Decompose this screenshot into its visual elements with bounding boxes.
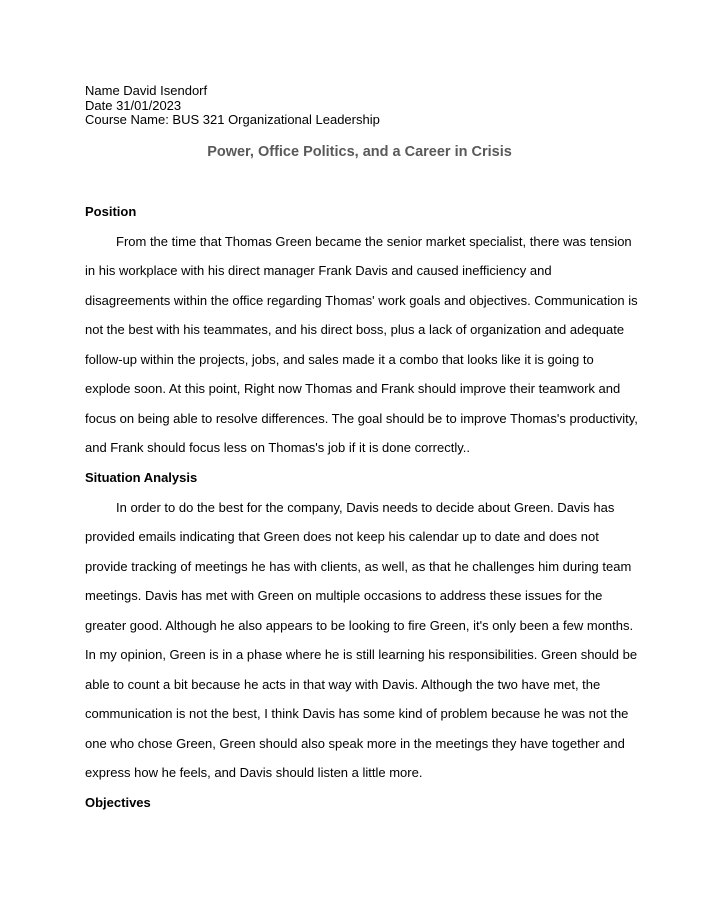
- paragraph-line: In order to do the best for the company, Davis needs to decide about Green. Davis has: [116, 499, 615, 515]
- paragraph-line: explode soon. At this point, Right now Thomas and Frank should improve their teamwork and: [85, 381, 621, 396]
- paragraph-line: and Frank should focus less on Thomas's job if it is done correctly..: [85, 440, 470, 455]
- paragraph-line: meetings. Davis has met with Green on multiple occasions to address these issues for the: [85, 588, 603, 603]
- course-name: Course Name: BUS 321 Organizational Leadership: [85, 112, 380, 127]
- paragraph-line: express how he feels, and Davis should listen a little more.: [85, 765, 423, 780]
- paragraph-line: disagreements within the office regarding Thomas' work goals and objectives. Communication is: [85, 292, 638, 308]
- paragraph-line: In my opinion, Green is in a phase where he is still learning his responsibilities. Green should be: [85, 647, 638, 662]
- document-date: Date 31/01/2023: [85, 97, 182, 113]
- section-heading-position: Position: [85, 203, 137, 219]
- paragraph-line: one who chose Green, Green should also speak more in the meetings they have together and: [85, 735, 625, 751]
- section-heading-situation-analysis: Situation Analysis: [85, 469, 198, 485]
- paragraph-line: greater good. Although he also appears to be looking to fire Green, it's only been a few months.: [85, 617, 634, 633]
- paragraph-line: provide tracking of meetings he has with clients, as well, as that he challenges him during team: [85, 558, 632, 574]
- paragraph-line: From the time that Thomas Green became the senior market specialist, there was tension: [116, 233, 632, 249]
- paragraph-position: [85, 227, 638, 463]
- paragraph-line: follow-up within the projects, jobs, and sales made it a combo that looks like it is going to: [85, 351, 594, 367]
- paragraph-situation-analysis: [85, 493, 638, 788]
- paragraph-line: not the best with his teammates, and his direct boss, plus a lack of organization and adequate: [85, 322, 625, 337]
- paragraph-line: communication is not the best, I think Davis has some kind of problem because he was not the: [85, 706, 629, 721]
- paragraph-line: focus on being able to resolve differences. The goal should be to improve Thomas's productivity,: [85, 410, 638, 426]
- paragraph-line: in his workplace with his direct manager Frank Davis and caused inefficiency and: [85, 263, 552, 278]
- document-title: Power, Office Politics, and a Career in Crisis: [207, 143, 512, 160]
- author-name: Name David Isendorf: [85, 83, 208, 98]
- paragraph-line: provided emails indicating that Green does not keep his calendar up to date and does not: [85, 529, 599, 544]
- paragraph-line: able to count a bit because he acts in that way with Davis. Although the two have met, the: [85, 676, 601, 692]
- section-heading-objectives: Objectives: [85, 794, 151, 810]
